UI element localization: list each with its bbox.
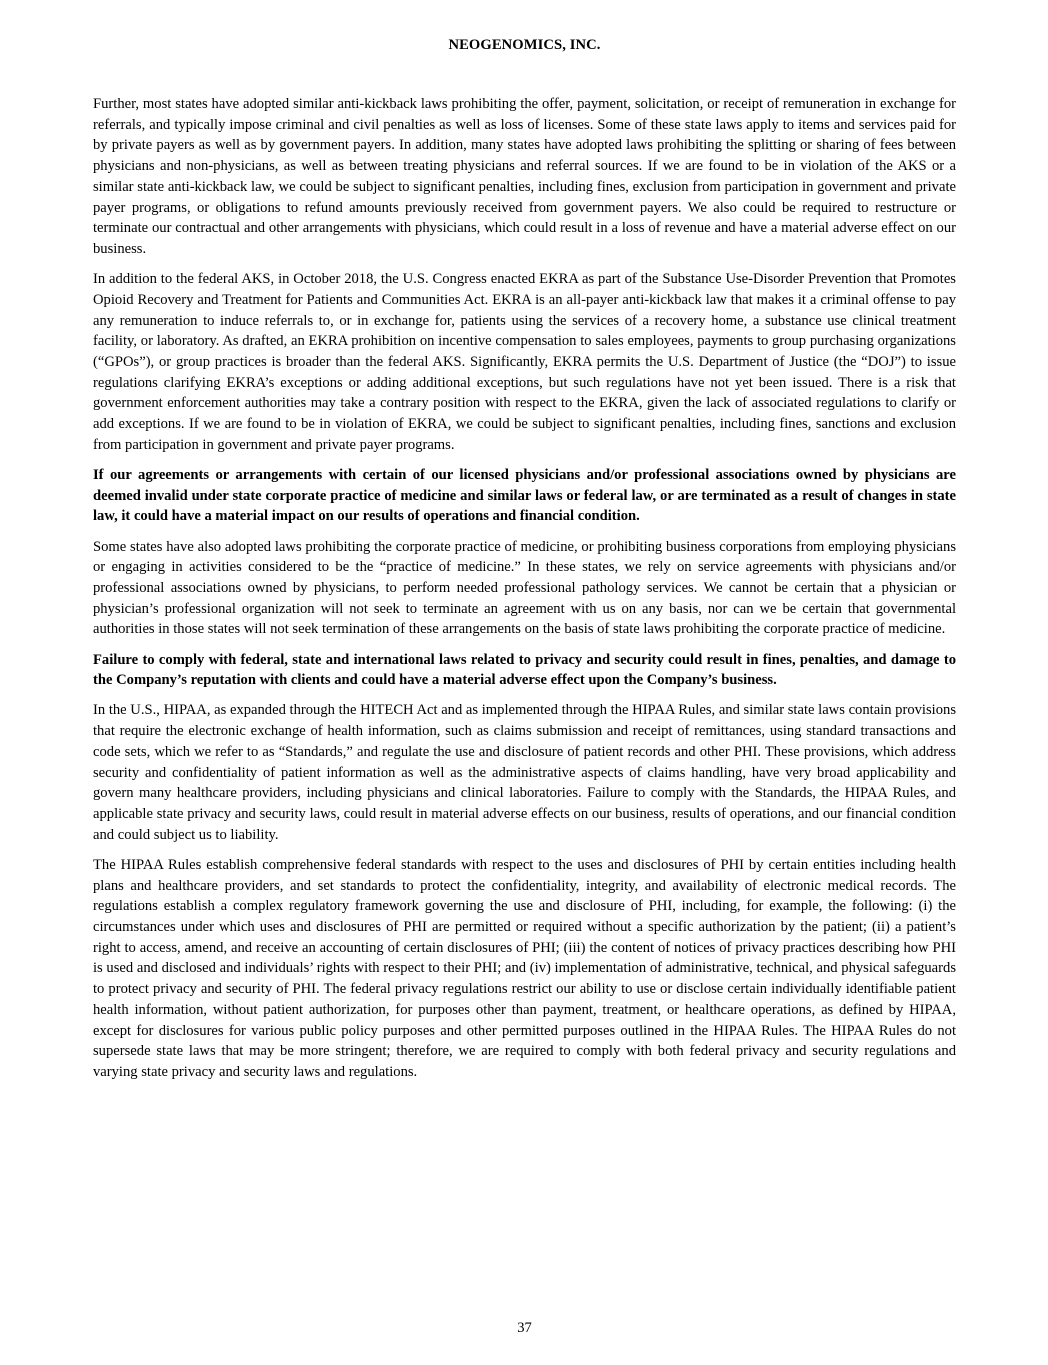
paragraph-state-anti-kickback: Further, most states have adopted similar anti-kickback laws prohibiting the offer, payment, solicitation, or receipt of remuneration in exchange for referrals, and typically impose criminal and civil penalties as well as loss of licenses. Some of these state laws apply to items and services paid for by private payers as well as by government payers. In addition, many states have adopted laws prohibiting the splitting or sharing of fees between physicians and non-physicians, as well as between treating physicians and referral sources. If we are found to be in violation of the AKS or a similar state anti-kickback law, we could be subject to significant penalties, including fines, exclusion from participation in government and private payer programs, or obligations to refund amounts previously received from government payers. We also could be required to restructure or terminate our contractual and other arrangements with physicians, which could result in a loss of revenue and have a material adverse effect on our business. bbox=[93, 96, 956, 257]
paragraph-hipaa-rules: The HIPAA Rules establish comprehensive federal standards with respect to the uses and disclosures of PHI by certain entities including health plans and healthcare providers, and set standards to protect the confidentiality, integrity, and availability of electronic medical records. The regulations establish a complex regulatory framework governing the use and disclosure of PHI, including, for example, the following: (i) the circumstances under which uses and disclosures of PHI are permitted or required without a specific authorization by the patient; (ii) a patient’s right to access, amend, and receive an accounting of certain disclosures of PHI; (iii) the content of notices of privacy practices describing how PHI is used and disclosed and individuals’ rights with respect to their PHI; and (iv) implementation of administrative, technical, and physical safeguards to protect privacy and security of PHI. The federal privacy regulations restrict our ability to use or disclose certain individually identifiable patient health information, without patient authorization, for purposes other than payment, treatment, or healthcare operations, as defined by HIPAA, except for disclosures for various public policy purposes and other permitted purposes outlined in the HIPAA Rules. The HIPAA Rules do not supersede state laws that may be more stringent; therefore, we are required to comply with both federal privacy and security regulations and varying state privacy and security laws and regulations. bbox=[93, 856, 956, 1080]
document-body bbox=[93, 94, 956, 1092]
page-number: 37 bbox=[517, 1320, 532, 1336]
paragraph-ekra: In addition to the federal AKS, in October 2018, the U.S. Congress enacted EKRA as part of the Substance Use-Disorder Prevention that Promotes Opioid Recovery and Treatment for Patients and Communities Act. EKRA is an all-payer anti-kickback law that makes it a criminal offense to pay any remuneration to induce referrals to, or in exchange for, patients using the services of a recovery home, a substance use clinical treatment facility, or laboratory. As drafted, an EKRA prohibition on incentive compensation to sales employees, payments to group purchasing organizations (“GPOs”), or group practices is broader than the federal AKS. Significantly, EKRA permits the U.S. Department of Justice (the “DOJ”) to issue regulations clarifying EKRA’s exceptions or adding additional exceptions, but such regulations have not yet been issued. There is a risk that government enforcement authorities may take a contrary position with respect to the EKRA, given the lack of associated regulations to clarify or add exceptions. If we are found to be in violation of EKRA, we could be subject to significant penalties, including fines, sanctions and exclusion from participation in government and private payer programs. bbox=[93, 271, 956, 453]
paragraph-hipaa-standards: In the U.S., HIPAA, as expanded through the HITECH Act and as implemented through the HIPAA Rules, and similar state laws contain provisions that require the electronic exchange of health information, such as claims submission and receipt of remittances, using standard transactions and code sets, which we refer to as “Standards,” and regulate the use and disclosure of patient records and other PHI. These provisions, which address security and confidentiality of patient information as well as the administrative aspects of claims handling, have very broad applicability and govern many healthcare providers, including physicians and clinical laboratories. Failure to comply with the Standards, the HIPAA Rules, and applicable state privacy and security laws, could result in material adverse effects on our business, results of operations, and our financial condition and could subject us to liability. bbox=[93, 702, 956, 843]
company-header: NEOGENOMICS, INC. bbox=[448, 37, 601, 53]
paragraph-corporate-practice: Some states have also adopted laws prohibiting the corporate practice of medicine, or prohibiting business corporations from employing physicians or engaging in activities considered to be the “practice of medicine.” In these states, we rely on service agreements with physicians and/or professional associations owned by physicians, to perform needed professional pathology services. We cannot be certain that a physician or physician’s professional organization will not seek to terminate an agreement with us on any basis, nor can we be certain that governmental authorities in those states will not seek termination of these arrangements on the basis of state laws prohibiting the corporate practice of medicine. bbox=[93, 538, 956, 638]
risk-heading-corporate-practice: If our agreements or arrangements with certain of our licensed physicians and/or professional associations owned by physicians are deemed invalid under state corporate practice of medicine and similar laws or federal law, or are terminated as a result of changes in state law, it could have a material impact on our results of operations and financial condition. bbox=[93, 466, 956, 525]
document-page bbox=[93, 0, 956, 1365]
risk-heading-privacy-security: Failure to comply with federal, state and international laws related to privacy and security could result in fines, penalties, and damage to the Company’s reputation with clients and could have a material adverse effect upon the Company’s business. bbox=[93, 651, 956, 689]
